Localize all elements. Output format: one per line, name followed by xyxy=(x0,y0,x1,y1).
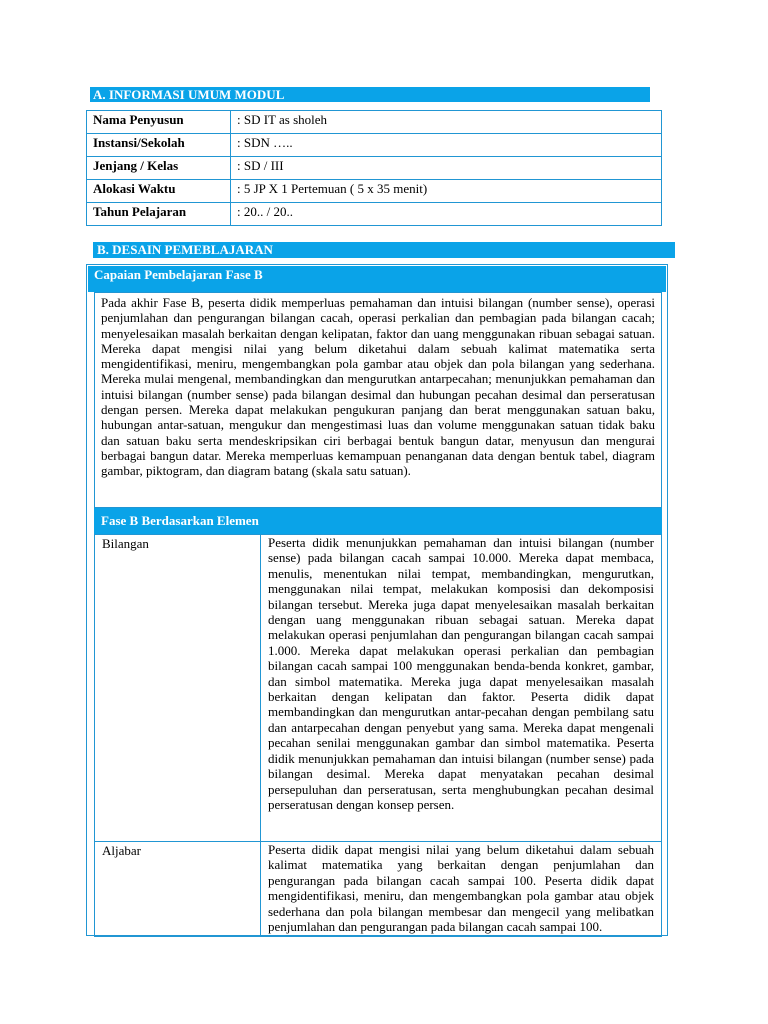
element-name: Aljabar xyxy=(94,841,260,937)
element-name: Bilangan xyxy=(94,534,260,842)
info-value: : SDN ….. xyxy=(231,134,662,157)
table-row xyxy=(87,111,662,134)
section-b-title: B. DESAIN PEMEBLAJARAN xyxy=(93,242,675,258)
info-label: Jenjang / Kelas xyxy=(87,157,231,180)
table-row xyxy=(87,157,662,180)
info-value: : SD IT as sholeh xyxy=(231,111,662,134)
table-row xyxy=(87,180,662,203)
capaian-heading: Capaian Pembelajaran Fase B xyxy=(88,266,666,292)
info-label: Instansi/Sekolah xyxy=(87,134,231,157)
learning-design-table xyxy=(86,264,668,936)
capaian-text: Pada akhir Fase B, peserta didik memperluas pemahaman dan intuisi bilangan (number sense), operasi penjumlahan dan pengurangan bilangan cacah, operasi perkalian dan pembagian pada bilangan cacah; menyelesaikan masalah berkaitan dengan kelipatan, faktor dan uang menggunakan ribuan sebagai satuan. Mereka dapat mengisi nilai yang belum diketahui dalam sebuah kalimat matematika serta mengidentifikasi, meniru, mengembangkan pola gambar atau objek dan pola bilangan yang sederhana. Mereka mulai mengenal, membandingkan dan mengurutkan antarpecahan; menunjukkan pemahaman dan intuisi bilangan (number sense) pada bilangan desimal dan hubungan pecahan desimal dan perseratusan dengan persen. Mereka dapat melakukan pengukuran panjang dan berat menggunakan satuan baku, hubungan antar-satuan, mengukur dan mengestimasi luas dan volume menggunakan satuan tidak baku dan satuan baku serta mendeskripsikan ciri berbagai bentuk bangun datar, menyusun dan mengurai berbagai bangun datar. Mereka memperluas kemampuan penanganan data dengan bentuk tabel, diagram gambar, piktogram, dan diagram batang (skala satu satuan). xyxy=(94,292,662,508)
info-value: : SD / III xyxy=(231,157,662,180)
section-a-title: A. INFORMASI UMUM MODUL xyxy=(90,87,650,102)
info-value: : 5 JP X 1 Pertemuan ( 5 x 35 menit) xyxy=(231,180,662,203)
element-description: Peserta didik dapat mengisi nilai yang belum diketahui dalam sebuah kalimat matematika yang berkaitan dengan penjumlahan dan pengurangan pada bilangan cacah sampai 100. Peserta didik dapat mengidentifikasi, meniru, dan mengembangkan pola gambar atau objek sederhana dan pola bilangan membesar dan mengecil yang melibatkan penjumlahan dan pengurangan pada bilangan cacah sampai 100. xyxy=(260,841,662,937)
general-info-table xyxy=(86,110,662,226)
table-row xyxy=(87,134,662,157)
info-label: Tahun Pelajaran xyxy=(87,203,231,226)
info-label: Alokasi Waktu xyxy=(87,180,231,203)
table-row xyxy=(94,841,662,937)
table-row xyxy=(87,203,662,226)
table-row xyxy=(94,534,662,842)
info-label: Nama Penyusun xyxy=(87,111,231,134)
element-description: Peserta didik menunjukkan pemahaman dan intuisi bilangan (number sense) pada bilangan cacah sampai 10.000. Mereka dapat membaca, menulis, menentukan nilai tempat, membandingkan, mengurutkan, menggunakan nilai tempat, melakukan komposisi dan dekomposisi bilangan tersebut. Mereka juga dapat menyelesaikan masalah berkaitan dengan uang menggunakan ribuan sebagai satuan. Mereka dapat melakukan operasi penjumlahan dan pengurangan bilangan cacah sampai 1.000. Mereka dapat melakukan operasi perkalian dan pembagian bilangan cacah sampai 100 menggunakan benda-benda konkret, gambar, dan simbol matematika. Mereka juga dapat menyelesaikan masalah berkaitan dengan kelipatan dan faktor. Peserta didik dapat membandingkan dan mengurutkan antar-pecahan dengan pembilang satu dan antarpecahan dengan penyebut yang sama. Mereka dapat mengenali pecahan senilai menggunakan gambar dan simbol matematika. Peserta didik menunjukkan pemahaman dan intuisi bilangan (number sense) pada bilangan desimal. Mereka dapat menyatakan pecahan desimal persepuluhan dan perseratusan, serta menghubungkan pecahan desimal perseratusan dengan konsep persen. xyxy=(260,534,662,842)
info-value: : 20.. / 20.. xyxy=(231,203,662,226)
fase-b-heading: Fase B Berdasarkan Elemen xyxy=(94,508,662,534)
